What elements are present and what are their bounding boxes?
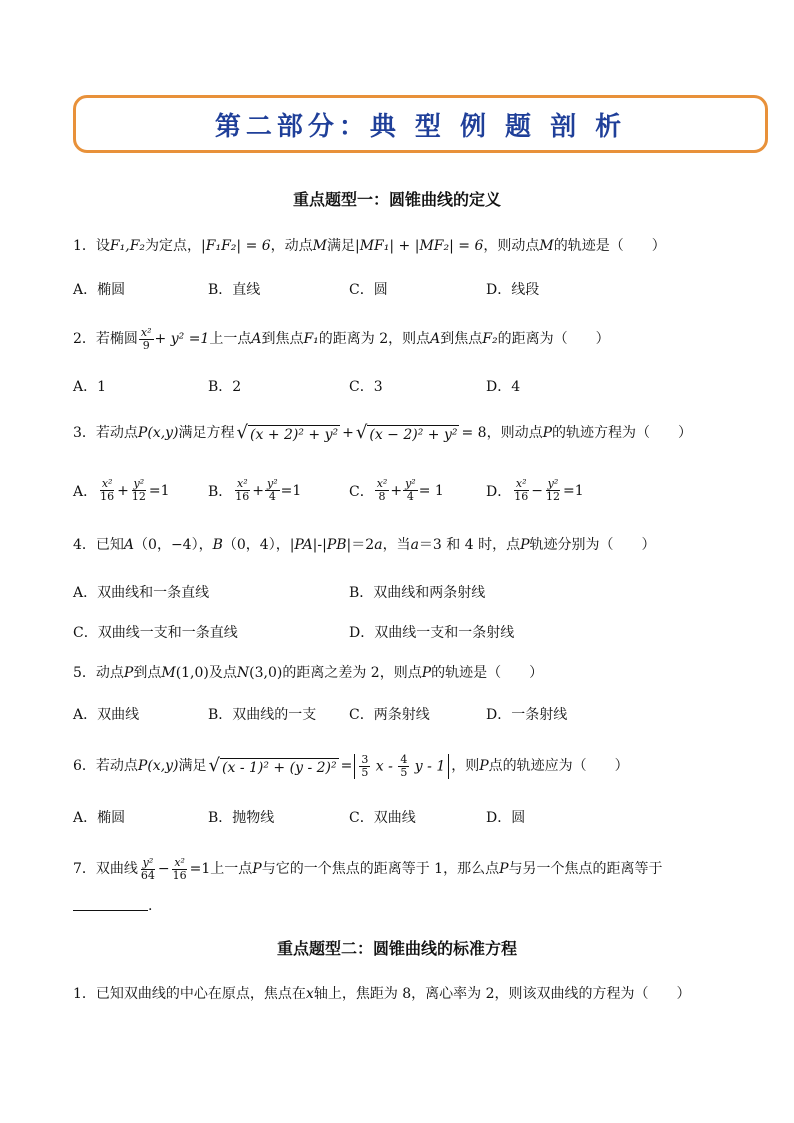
option-b[interactable]: B．直线 [208, 282, 261, 298]
q-text: 轴上，焦距为 8，离心率为 2，则该双曲线的方程为（ ） [313, 986, 691, 1002]
question-4-options-row-2 [73, 622, 773, 642]
q-math: P(x,y) [137, 425, 179, 441]
q-text: 及点 [208, 665, 237, 681]
question-1 [73, 236, 666, 256]
option-c[interactable] [349, 478, 444, 503]
option-label: B． [208, 483, 233, 500]
fraction-denominator: 9 [142, 338, 150, 352]
question-6-options [73, 807, 773, 827]
section-heading-1: 重点题型一：圆锥曲线的定义 [292, 190, 501, 209]
q-math: A [251, 331, 262, 347]
q-text: 轨迹分别为（ ） [529, 537, 656, 553]
equation-rhs: =1 [562, 482, 584, 499]
question-number: 1． [73, 238, 96, 254]
q-math: P [520, 537, 530, 553]
option-b[interactable]: B．2 [208, 379, 242, 395]
q-text: 的轨迹是（ ） [553, 238, 666, 254]
radical-sign-icon: √ [208, 754, 221, 776]
question-number: 7． [73, 861, 96, 877]
q-math: M [161, 665, 176, 681]
fraction-numerator: y² [547, 477, 559, 490]
question-5 [73, 663, 543, 683]
q-math: = [340, 758, 353, 774]
question-number: 2． [73, 331, 96, 347]
q-text: 若椭圆 [95, 331, 138, 347]
q-text: 已知双曲线的中心在原点，焦点在 [95, 986, 306, 1002]
q-math: P [499, 861, 509, 877]
option-d[interactable]: D．4 [486, 379, 521, 395]
question-number: 4． [73, 537, 96, 553]
option-c[interactable]: C．双曲线一支和一条直线 [73, 625, 238, 641]
fraction-numerator: 3 [361, 752, 369, 766]
fraction [375, 478, 390, 503]
q-math: y - 1 [414, 758, 446, 774]
square-root [209, 756, 339, 777]
q-math: P [123, 665, 134, 681]
question-2 [73, 327, 610, 351]
question-1-options [73, 279, 773, 299]
option-b[interactable]: B．双曲线的一支 [208, 707, 317, 723]
fraction [403, 478, 418, 503]
banner-title: 第二部分：典 型 例 题 剖 析 [214, 111, 627, 142]
equation-rhs: =1 [148, 482, 170, 499]
fraction-numerator: x² [515, 477, 527, 490]
option-c[interactable]: C．两条射线 [349, 707, 430, 723]
absolute-value [354, 754, 449, 779]
q-math: P [421, 665, 432, 681]
q-text: 若动点 [95, 425, 138, 441]
q-math: F₁,F₂ [109, 238, 146, 254]
option-label: D． [486, 483, 512, 500]
option-label: A． [73, 483, 98, 500]
q-math: B [212, 537, 223, 553]
fraction [544, 478, 562, 503]
option-d[interactable]: D．圆 [486, 810, 526, 826]
blank-end-period: . [148, 898, 153, 914]
section-heading-2: 重点题型二：圆锥曲线的标准方程 [276, 939, 517, 958]
fraction-numerator: x² [140, 325, 152, 339]
question-6 [73, 752, 629, 780]
q-math: + y² =1 [154, 331, 210, 347]
q-math: A [430, 331, 441, 347]
fraction-denominator: 16 [172, 868, 187, 882]
q-math: (3,0) [249, 665, 283, 681]
radicand: (x − 2)² + y² [369, 426, 458, 443]
option-a[interactable]: A．1 [73, 379, 107, 395]
fraction-denominator: 12 [131, 490, 146, 503]
q-math: |F₁F₂| = 6 [201, 238, 271, 254]
q-math: A [123, 537, 135, 553]
fraction-denominator: 5 [400, 765, 408, 779]
option-a[interactable]: A．椭圆 [73, 282, 126, 298]
q-math: P [252, 861, 262, 877]
q-text: ，动点 [270, 238, 313, 254]
option-c[interactable]: C．双曲线 [349, 810, 416, 826]
q-text: 上一点 [210, 861, 253, 877]
q-text: 的距离为（ ） [497, 331, 610, 347]
section-title-banner [73, 95, 768, 153]
q-text: ＝3 和 4 时，点 [418, 537, 521, 553]
q-text: 点的轨迹应为（ ） [488, 758, 629, 774]
fraction-numerator: y² [142, 855, 154, 869]
radical-sign-icon: √ [355, 421, 368, 443]
q-text: 的距离为 2，则点 [318, 331, 431, 347]
equation-rhs: =1 [280, 482, 302, 499]
fraction-denominator: 4 [406, 490, 414, 503]
q-math: a [374, 537, 383, 553]
fraction-denominator: 5 [361, 765, 369, 779]
fraction [233, 478, 251, 503]
question-number: 3． [73, 425, 96, 441]
q-text: 动点 [95, 665, 124, 681]
q-math: x - [375, 758, 393, 774]
q-math: F₂ [482, 331, 498, 347]
q-text: ，则 [451, 758, 480, 774]
option-a[interactable]: A．椭圆 [73, 810, 126, 826]
q-text: 的轨迹是（ ） [431, 665, 544, 681]
fraction-denominator: 16 [100, 490, 115, 503]
q-text: （0，−4）， [134, 537, 213, 553]
question-2-options [73, 376, 773, 396]
option-d[interactable]: D．一条射线 [486, 707, 568, 723]
q-math: = 8 [461, 425, 487, 441]
radical-sign-icon: √ [236, 421, 249, 443]
fraction [139, 327, 154, 352]
fraction [139, 857, 157, 882]
q-text: ，则动点 [483, 238, 540, 254]
question-4-options-row-1 [73, 582, 773, 602]
fraction-denominator: 12 [545, 490, 560, 503]
q-text: 已知 [95, 537, 124, 553]
fraction-denominator: 64 [140, 868, 155, 882]
q-text: ＝2 [351, 537, 375, 553]
operator: + [390, 482, 403, 499]
fraction [265, 478, 280, 503]
fraction-numerator: x² [376, 477, 388, 490]
q-math: x [305, 986, 314, 1002]
q-math: P [479, 758, 489, 774]
fraction [130, 478, 148, 503]
q-text: 设 [95, 238, 110, 254]
radicand: (x - 1)² + (y - 2)² [222, 759, 337, 776]
q-math: M [539, 238, 554, 254]
operator: + [252, 482, 265, 499]
q-text: 满足 [178, 758, 207, 774]
fraction-numerator: y² [405, 477, 416, 490]
fraction-numerator: x² [174, 855, 185, 869]
option-a[interactable]: A．双曲线 [73, 707, 140, 723]
equation-rhs: =1 [189, 861, 211, 877]
q-text: 的距离之差为 2，则点 [282, 665, 422, 681]
operator: − [157, 861, 170, 877]
q-text: 为定点， [145, 238, 202, 254]
option-d[interactable] [486, 478, 584, 503]
fraction [359, 754, 370, 779]
q-text: 满足 [327, 238, 355, 254]
fraction [398, 754, 409, 779]
fraction-numerator: y² [267, 477, 278, 490]
q-text: ，则动点 [486, 425, 543, 441]
operator: − [531, 482, 543, 499]
option-c[interactable]: C．3 [349, 379, 383, 395]
question-5-options [73, 704, 773, 724]
q-math: N [236, 665, 250, 681]
option-a[interactable]: A．双曲线和一条直线 [73, 585, 210, 601]
question-number: 1． [73, 986, 96, 1002]
fraction [171, 857, 189, 882]
option-d[interactable]: D．双曲线一支和一条射线 [349, 625, 515, 641]
q-text: 与另一个焦点的距离等于 [508, 861, 663, 877]
question-4 [73, 535, 656, 555]
q-math: |MF₁| + |MF₂| = 6 [355, 238, 484, 254]
option-b[interactable]: B．抛物线 [208, 810, 275, 826]
question-3 [73, 420, 692, 446]
operator: + [117, 482, 129, 499]
fraction-numerator: x² [236, 477, 248, 490]
q-text: 双曲线 [95, 861, 138, 877]
fraction [98, 478, 116, 503]
q-math: (1,0) [175, 665, 209, 681]
q-text: 与它的一个焦点的距离等于 1，那么点 [261, 861, 500, 877]
fraction-numerator: x² [101, 477, 113, 490]
q-text: （0，4）， [222, 537, 290, 553]
square-root [356, 423, 460, 444]
option-a[interactable] [73, 478, 170, 503]
question-number: 6． [73, 758, 96, 774]
equation-rhs: = 1 [418, 482, 444, 499]
q-text: 上一点 [209, 331, 252, 347]
q-text: 到点 [133, 665, 162, 681]
q-math: + [342, 425, 354, 441]
q-text: 满足方程 [178, 425, 235, 441]
question-7 [73, 856, 663, 882]
option-b[interactable]: B．双曲线和两条射线 [349, 585, 486, 601]
fraction-numerator: 4 [400, 752, 408, 766]
option-c[interactable]: C．圆 [349, 282, 388, 298]
option-label: C． [349, 483, 374, 500]
answer-blank[interactable] [73, 910, 148, 911]
q-text: 的轨迹方程为（ ） [552, 425, 692, 441]
radicand: (x + 2)² + y² [250, 426, 339, 443]
fraction-denominator: 8 [378, 490, 386, 503]
question-number: 5． [73, 665, 96, 681]
fraction-denominator: 4 [268, 490, 276, 503]
q-text: 若动点 [95, 758, 138, 774]
fraction-denominator: 16 [235, 490, 250, 503]
square-root [237, 423, 341, 444]
question-3-options [73, 478, 773, 506]
q-text: 到焦点 [440, 331, 483, 347]
q-math: |PA|-|PB| [289, 537, 352, 553]
fraction [512, 478, 530, 503]
q-math: P(x,y) [137, 758, 179, 774]
q-text: 到焦点 [261, 331, 304, 347]
q-math: M [312, 238, 327, 254]
q-math: a [410, 537, 419, 553]
q-text: ，当 [382, 537, 411, 553]
option-d[interactable]: D．线段 [486, 282, 540, 298]
q-math: P [542, 425, 552, 441]
fraction-denominator: 16 [514, 490, 529, 503]
fraction-numerator: y² [133, 477, 145, 490]
q-math: F₁ [303, 331, 319, 347]
option-b[interactable] [208, 478, 301, 503]
section-2-question-1 [73, 984, 691, 1004]
